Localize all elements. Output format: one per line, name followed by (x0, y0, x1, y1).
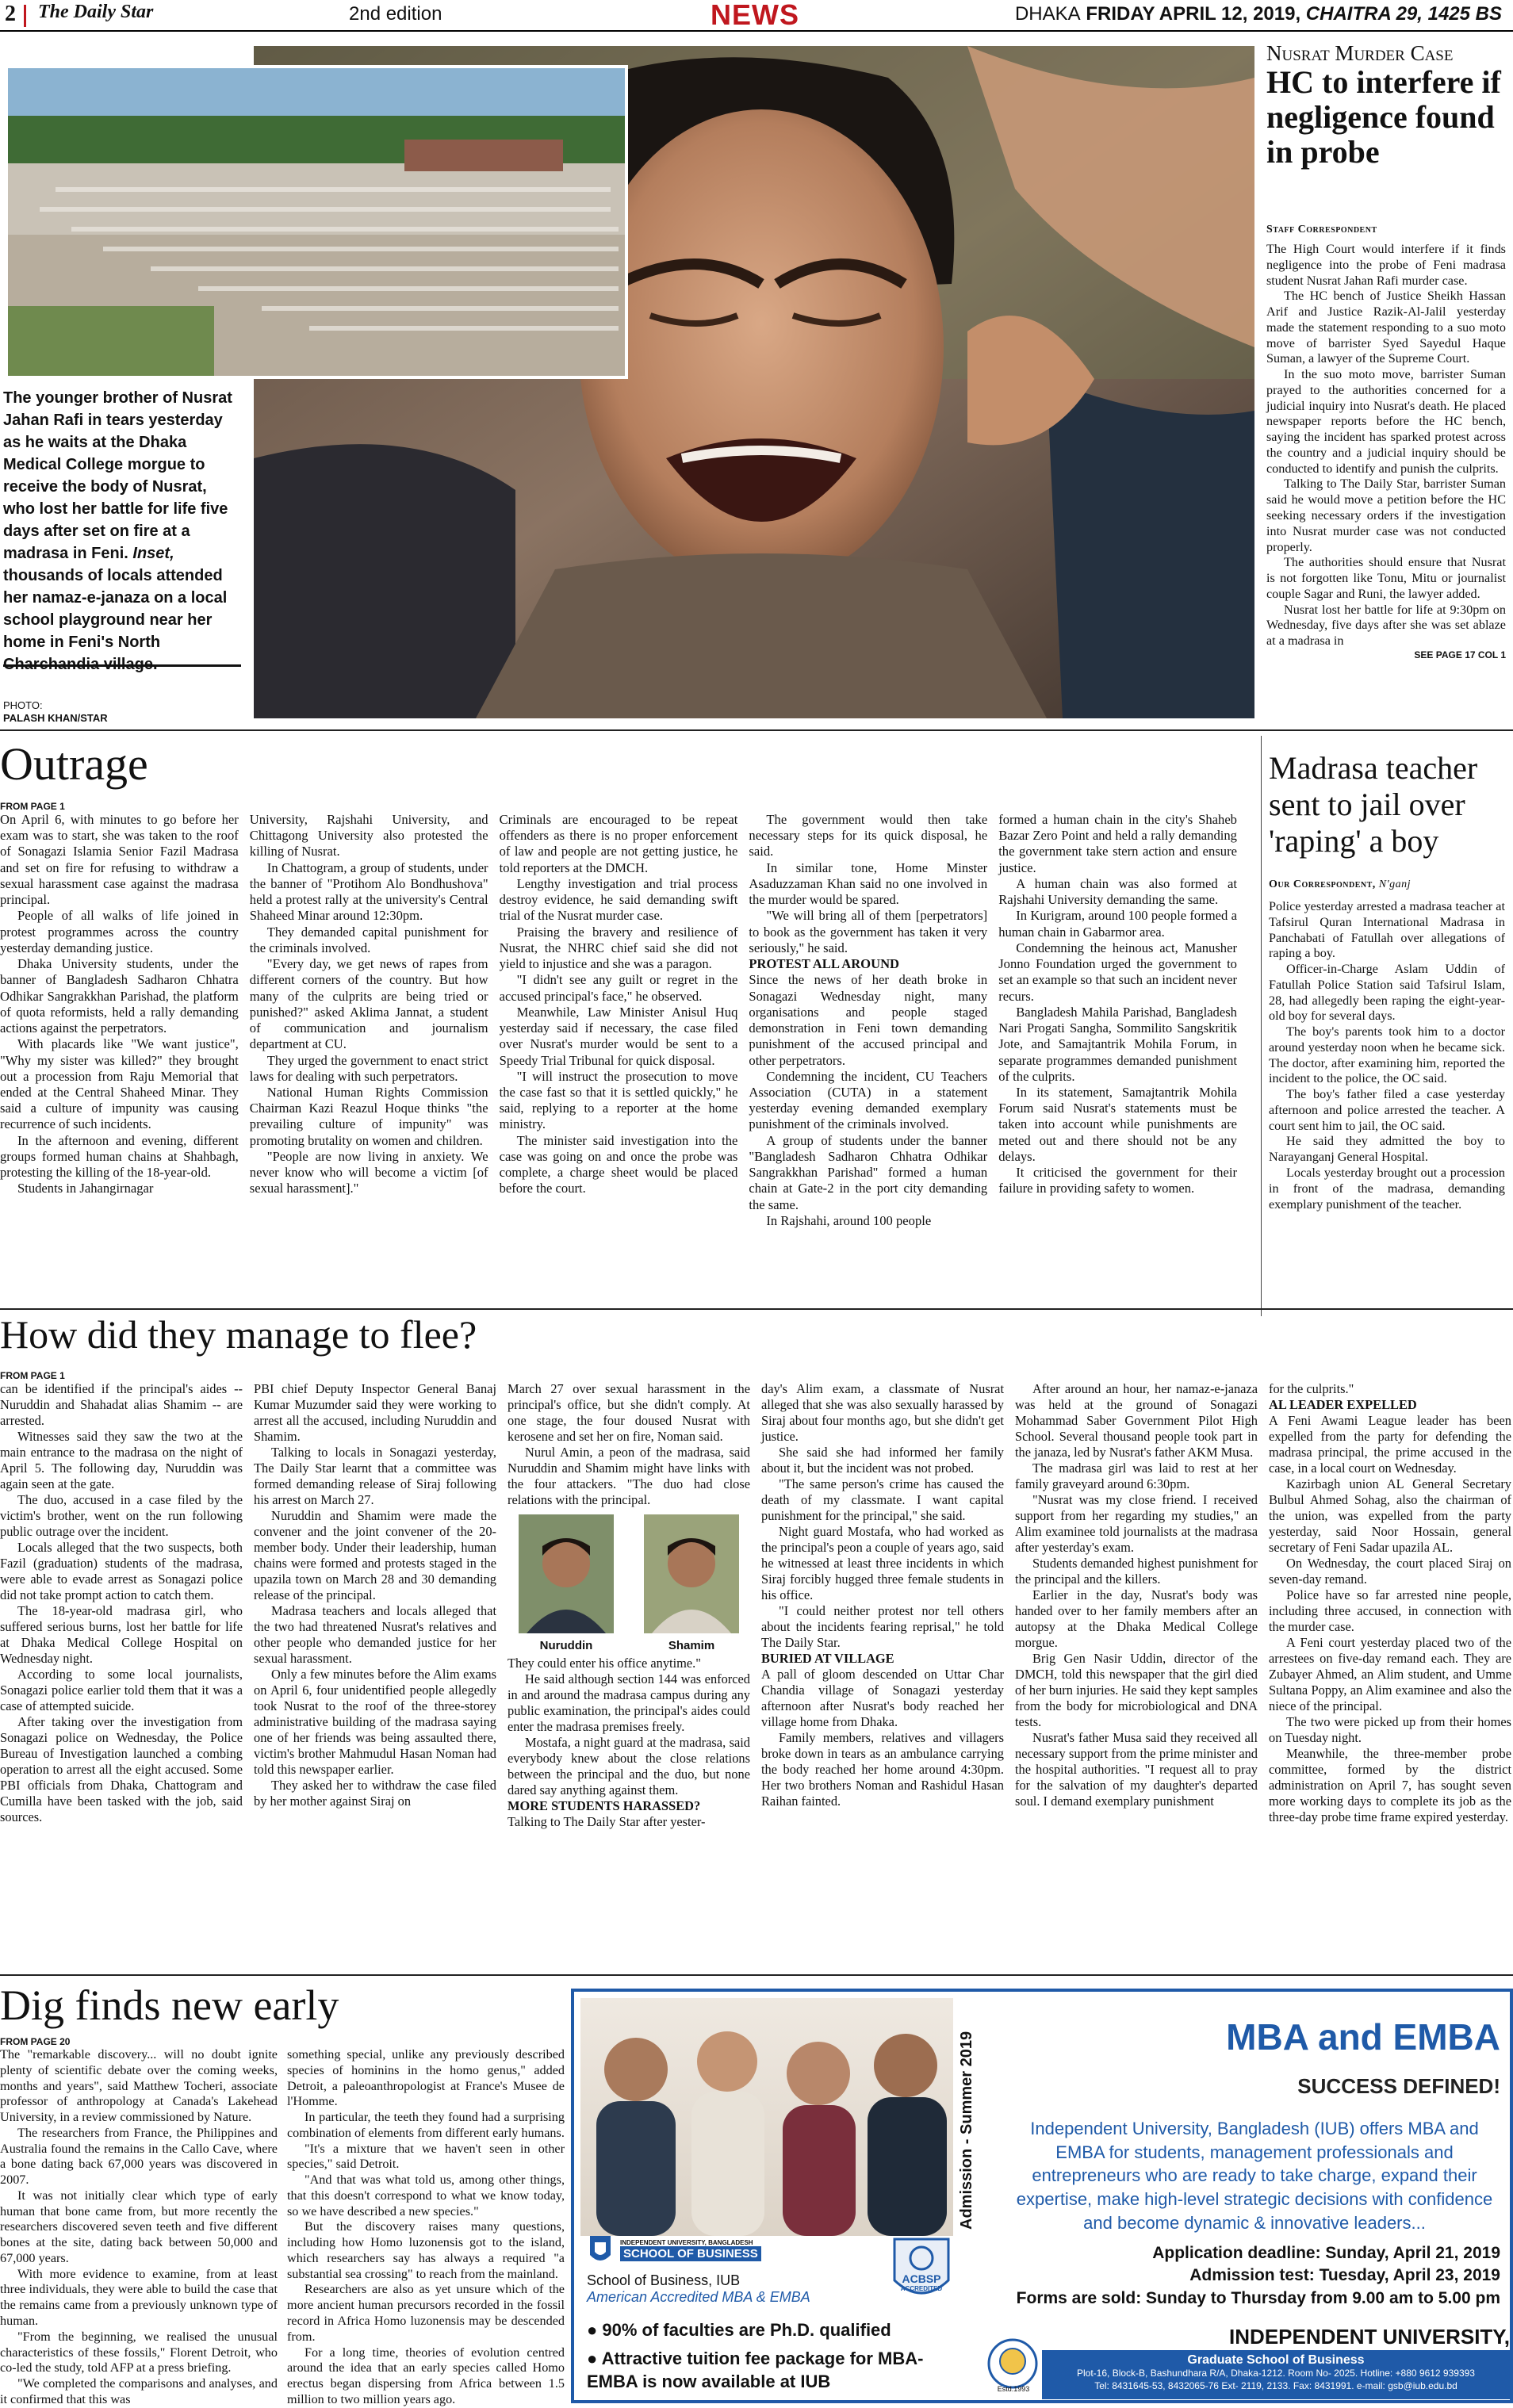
paragraph: "I didn't see any guilt or regret in the accused principal's face," he observed. (499, 972, 738, 1004)
madrasa-story-byline (1269, 879, 1411, 891)
outrage-body (0, 801, 1237, 1229)
ad-bullets (587, 2318, 967, 2398)
flee-headline[interactable]: How did they manage to flee? (0, 1312, 477, 1357)
paragraph: Officer-in-Charge Aslam Uddin of Fatullah Police Station said Tafsirul Islam, 28, had allegedly been raping the eight-year-old boy for several days. (1269, 962, 1505, 1024)
paragraph: PBI chief Deputy Inspector General Banaj Kumar Muzumder said they were working to arrest all the accused, including Nuruddin and Shamim. (254, 1381, 496, 1445)
paragraph: Earlier in the day, Nusrat's body was handed over to her family members after an autopsy at the Dhaka Medical College morgue. (1015, 1587, 1258, 1651)
hc-story-headline[interactable]: HC to interfere if negligence found in probe (1266, 64, 1501, 170)
paragraph: In its statement, Samajtantrik Mohila Forum said Nusrat's statements must be taken into account while punishments are meted out and there should not be any delays. (998, 1084, 1237, 1164)
paragraph: A group of students under the banner "Bangladesh Sadharon Chhatra Odhikar Sangrakkhan Parishad" formed a human chain at Gate-2 in the port city demanding the same. (749, 1132, 988, 1212)
hc-story-byline: Staff Correspondent (1266, 224, 1377, 235)
ad-panel (574, 1992, 1510, 2400)
paragraph: for the culprits." (1269, 1381, 1354, 1396)
paragraph: He said although section 144 was enforced in and around the madrasa campus during any public examination, the principal's aides could enter the madrasa premises freely. (508, 1671, 750, 1735)
dig-body (0, 2036, 571, 2408)
paragraph: Meanwhile, Law Minister Anisul Huq yesterday said if necessary, the case filed over Nusrat's murder would be sent to a Speedy Trial Tribunal for quick disposal. (499, 1004, 738, 1068)
dateline-date: FRIDAY APRIL 12, 2019, (1086, 3, 1301, 25)
paragraph: But the discovery raises many questions, including how Homo luzonensis got to the island, which researchers say has always a required "a substantial sea crossing" to reach from the mainland. (287, 2219, 565, 2281)
portrait (633, 1514, 750, 1652)
paragraph: Locals yesterday brought out a procession in front of the madrasa, demanding exemplary punishment of the teacher. (1269, 1166, 1505, 1212)
madrasa-byline-name: Our Correspondent, (1269, 879, 1376, 890)
paragraph: Talking to The Daily Star after yester- (508, 1814, 706, 1830)
paragraph: Condemning the incident, CU Teachers Association (CUTA) in a statement yesterday evening demanded exemplary punishment of the criminals involved. (749, 1068, 988, 1132)
paragraph: Witnesses said they saw the two at the main entrance to the madrasa on the night of April 5. The following day, Nuruddin was again seen at the gate. (0, 1429, 243, 1492)
dateline (1015, 3, 1502, 25)
paragraph: "We will bring all of them [perpetrators] to book as the government has taken it very seriously," he said. (749, 908, 988, 955)
paragraph: "And that was what told us, among other things, that this doesn't correspond to what we know today, so we have described a new species." (287, 2173, 565, 2218)
outrage-columns (0, 812, 1237, 1229)
masthead-divider (24, 5, 26, 27)
portrait-caption: Nuruddin (539, 1639, 593, 1653)
paragraph: In the afternoon and evening, different groups formed human chains at Shahbagh, protesting the killing of the 18-year-old. (0, 1132, 239, 1181)
portrait-caption: Shamim (668, 1639, 715, 1653)
paragraph: A Feni court yesterday placed two of the arrestees on five-day remand each. They are Zubayer Ahmed, an Alim student, and Umme Sultana Poppy, an Alim examinee and also the niece of the principal. (1269, 1635, 1511, 1714)
paragraph: The minister said investigation into the case was going on and once the probe was complete, a charge sheet would be placed before the court. (499, 1132, 738, 1196)
paragraph: "From the beginning, we realised the unusual characteristics of these fossils," Florent Detroit, who co-led the study, told AFP at a press briefing. (0, 2329, 278, 2375)
section-rule (0, 1974, 1513, 1976)
paragraph: The 18-year-old madrasa girl, who suffered serious burns, lost her battle for life at Dhaka Medical College Hospital on Wednesday night. (0, 1603, 243, 1667)
school-small-name: INDEPENDENT UNIVERSITY, BANGLADESH (620, 2239, 753, 2246)
paragraph: Students in Jahangirnagar (17, 1181, 154, 1196)
caption-rule (3, 664, 241, 667)
caption-text-a: The younger brother of Nusrat Jahan Rafi in tears yesterday as he waits at the Dhaka Medical College morgue to receive the body of Nusrat, who lost her battle for life five days after set on fire at a madrasa in Feni. (3, 389, 232, 562)
hc-story-body (1266, 242, 1506, 660)
paragraph: "Nusrat was my close friend. I received support from her regarding my studies," an Alim examinee told journalists at the madrasa after yesterday's exam. (1015, 1492, 1258, 1556)
paragraph: Since the news of her death broke in Sonagazi Wednesday night, many organisations and people staged demonstration in Feni town demanding punishment of the accused principal and other perpetrators. (749, 972, 988, 1068)
ad-school-block (587, 2234, 856, 2306)
paragraph: Meanwhile, the three-member probe committee, formed by the district administration on April 7, has sought seven more working days to complete its job as the three-day probe time frame expired yesterday. (1269, 1746, 1511, 1825)
inset-photo (5, 65, 628, 379)
university-seal-icon (986, 2337, 1039, 2390)
dateline-bangla: CHAITRA 29, 1425 BS (1305, 3, 1502, 25)
text-column (250, 812, 488, 1229)
paragraph: something special, unlike any previously described species of hominins in the homo genus," added Detroit, a paleoanthropologist at France's Musee de l'Homme. (287, 2047, 565, 2109)
paragraph: According to some local journalists, Sonagazi police earlier told them that it was a case of attempted suicide. (0, 1667, 243, 1714)
paragraph: University, Rajshahi University, and Chittagong University also protested the killing of Nusrat. (249, 812, 488, 859)
outrage-from-page: FROM PAGE 1 (0, 801, 65, 812)
paragraph: It criticised the government for their failure in providing safety to women. (998, 1165, 1237, 1196)
paragraph: In particular, the teeth they found had a surprising combination of elements from different early humans. (287, 2110, 565, 2140)
paragraph: Police yesterday arrested a madrasa teacher at Tafsirul Quran International Madrasa in Panchabati of Fatullah over allegations of raping a boy. (1269, 899, 1505, 961)
madrasa-byline-place: N'ganj (1378, 879, 1411, 890)
school-line-2: American Accredited MBA & EMBA (587, 2289, 810, 2305)
outrage-headline[interactable]: Outrage (0, 738, 148, 790)
edition-label: 2nd edition (349, 3, 442, 25)
paragraph: Night guard Mostafa, who had worked as the principal's peon a couple of years ago, said he witnessed at least three incidents in which Siraj forcibly hugged three female students in his office. (761, 1524, 1004, 1603)
paragraph: In the suo moto move, barrister Suman prayed to the authorities concerned for a judicial inquiry into Nusrat's death. He placed newspaper reports before the HC bench, saying the incident has sparked protest across the country and a judicial inquiry should be conducted to identify and punish the culprits. (1266, 367, 1506, 476)
page-number: 2 (5, 2, 16, 26)
dig-columns (0, 2047, 571, 2408)
paragraph: Family members, relatives and villagers broke down in tears as an ambulance carrying the body reached her home around 4:30pm. Her two brothers Noman and Rashidul Hasan Raihan fainted. (761, 1730, 1004, 1809)
paragraph: For a long time, theories of evolution centred around the idea that an early species called Homo erectus began dispersing from Africa between 1.5 million to two million years ago. (287, 2345, 565, 2406)
paragraph: Criminals are encouraged to be repeat offenders as there is no proper enforcement of law and people are not getting justice, he told reporters at the DMCH. (499, 812, 738, 875)
paragraph: With placards like "We want justice", "Why my sister was killed?" they brought out a procession from Raju Memorial that ended at the Central Shaheed Minar. They said a culture of impunity was causing recurrence of such incidents. (0, 1036, 239, 1132)
paragraph: The boy's father filed a case yesterday afternoon and police arrested the teacher. A court sent him to jail, the OC said. (1269, 1087, 1505, 1133)
ad-footer-line-1: Plot-16, Block-B, Bashundhara R/A, Dhaka-1212. Room No- 2025. Hotline: +880 9612 939393 (1077, 2368, 1475, 2379)
hc-story-paragraphs (1266, 242, 1506, 649)
hc-story-kicker: Nusrat Murder Case (1266, 41, 1454, 65)
text-column (749, 812, 987, 1229)
paragraph: They asked her to withdraw the case filed by her mother against Siraj on (254, 1778, 496, 1809)
caption-text-b: thousands of locals attended her namaz-e-janaza on a local school playground near her home in Feni's North (3, 567, 228, 651)
iub-seal (986, 2337, 1039, 2393)
paragraph: The madrasa girl was laid to rest at her family graveyard around 6:30pm. (1015, 1460, 1258, 1492)
section-rule (0, 729, 1513, 731)
paragraph: The duo, accused in a case filed by the victim's brother, went on the run following public outrage over the incident. (0, 1492, 243, 1540)
text-column (287, 2047, 565, 2408)
madrasa-story-body (1269, 899, 1505, 1212)
paragraph: The High Court would interfere if it finds negligence into the probe of Feni madrasa student Nusrat Jahan Rafi murder case. (1266, 242, 1506, 288)
paper-name: The Daily Star (38, 2, 154, 22)
paragraph: Praising the bravery and resilience of Nusrat, the NHRC chief said she did not yield to injustice and she was a paragon. (499, 924, 738, 972)
ad-bullet-1: 90% of faculties are Ph.D. qualified (602, 2320, 891, 2340)
ad-university: INDEPENDENT UNIVERSITY, (1229, 2325, 1510, 2349)
paragraph: The government would then take necessary steps for its quick disposal, he said. (749, 812, 988, 859)
paragraph: On April 6, with minutes to go before her exam was to start, she was taken to the roof of Sonagazi Islamia Senior Fazil Madrasa and set on fire for refusing to withdraw a sexual harassment case against the madrasa principal. (0, 812, 239, 908)
paragraph: Nusrat lost her battle for life at 9:30pm on Wednesday, five days after she was set ablaze at a madrasa in (1266, 602, 1506, 649)
paragraph: The HC bench of Justice Sheikh Hassan Arif and Justice Razik-Al-Jalil yesterday made the statement responding to a suo moto move of barrister Syed Sayedul Haque Suman, a lawyer of the Supreme Court. (1266, 289, 1506, 366)
paragraph: Lengthy investigation and trial process destroy evidence, he said demanding swift trial of the Nusrat murder case. (499, 875, 738, 924)
paragraph: MORE STUDENTS HARASSED? (508, 1798, 701, 1814)
paragraph: They urged the government to enact strict laws for dealing with such perpetrators. (249, 1052, 488, 1084)
madrasa-story-headline[interactable]: Madrasa teacher sent to jail over 'raping' a boy (1269, 750, 1478, 859)
flee-from-page: FROM PAGE 1 (0, 1370, 65, 1381)
dig-from-page: FROM PAGE 20 (0, 2036, 71, 2047)
paragraph: day's Alim exam, a classmate of Nusrat alleged that she was also sexually harassed by Siraj about four months ago, but she didn't get justice. (761, 1381, 1004, 1445)
masthead (0, 0, 1513, 32)
paragraph: After around an hour, her namaz-e-janaza was held at the ground of Sonagazi Mohammad Saber Government Pilot High School. Several thousand people took part in the janaza, led by Nusrat's father AKM Musa. (1015, 1381, 1258, 1460)
text-column (500, 812, 738, 1229)
ad-bullet-2: Attractive tuition fee package for MBA-EMBA is now available at IUB (587, 2348, 924, 2392)
ad-dates (1009, 2242, 1500, 2310)
paragraph: PROTEST ALL AROUND (749, 956, 900, 972)
paragraph: In Kurigram, around 100 people formed a human chain in Gabarmor area. (998, 908, 1237, 940)
section-name: NEWS (711, 0, 799, 31)
paragraph: Police have so far arrested nine people, including three accused, in connection with the murder case. (1269, 1587, 1511, 1635)
paragraph: AL LEADER EXPELLED (1269, 1397, 1417, 1413)
hc-see-page[interactable]: SEE PAGE 17 COL 1 (1414, 649, 1506, 660)
ad-admission-text: Admission - Summer 2019 (958, 2031, 975, 2230)
acbsp-sub: ACCREDITED (900, 2285, 943, 2292)
photo-credit-name: PALASH KHAN/STAR (3, 712, 108, 724)
photo-caption (3, 387, 241, 676)
paragraph: "People are now living in anxiety. We never know who will become a victim [of sexual harassment]." (249, 1148, 488, 1196)
paragraph: With more evidence to examine, from at least three individuals, they were able to build the case that the remains came from a previously unknown type of human. (0, 2266, 278, 2329)
paragraph: The researchers from France, the Philippines and Australia found the remains in the Callo Cave, where a bone dating back 67,000 years was discovered in 2007. (0, 2125, 278, 2188)
acbsp-shield-icon (890, 2236, 953, 2307)
paragraph: A Feni Awami League leader has been expelled from the party for defending the madrasa principal, the prime accused in the case, in a local court on Wednesday. (1269, 1413, 1511, 1476)
ad-admission-label (958, 2023, 982, 2230)
ad-description: Independent University, Bangladesh (IUB) offers MBA and EMBA for students, management professionals and entrepreneurs who are ready to take charge, expand their expertise, make high-level strategic decisions with confidence and become dynamic & innovative leaders... (1016, 2119, 1493, 2233)
paragraph: Condemning the heinous act, Manusher Jonno Foundation urged the government to set an example so that such an incident never recurs. (998, 940, 1237, 1004)
text-column (0, 812, 239, 1229)
text-column (1015, 1381, 1258, 1830)
text-column (761, 1381, 1004, 1830)
paragraph: She said she had informed her family about it, but the incident was not probed. (761, 1445, 1004, 1476)
paragraph: The "remarkable discovery... will no doubt ignite plenty of scientific debate over the coming weeks, months and years", said Matthew Tocheri, associate professor of anthropology at Canada's Lakehead University, in a review commissioned by Nature. (0, 2047, 278, 2125)
paragraph: Nuruddin and Shamim were made the convener and the joint convener of the 20-member body. Under their leadership, human chains were formed and protests staged in the upazila town on March 28 and 30 demanding release of the principal. (254, 1508, 496, 1603)
ad-footer-title: Graduate School of Business (1187, 2353, 1365, 2367)
paragraph: "It's a mixture that we haven't seen in other species," said Detroit. (287, 2141, 565, 2172)
photo-credit-label: PHOTO: (3, 699, 43, 711)
text-column (0, 1381, 243, 1830)
ad-people-photo (580, 1998, 953, 2236)
paragraph: Researchers are also as yet unsure which of the more ancient human precursors recorded in the fossil record in Africa Homo luzonensis may be descended from. (287, 2282, 565, 2344)
paragraph: "I could neither protest nor tell others about the incidents fearing reprisal," he told The Daily Star. (761, 1603, 1004, 1651)
text-column (254, 1381, 496, 1830)
iub-advertisement[interactable] (571, 1989, 1513, 2403)
portrait-photo (508, 1514, 625, 1633)
paragraph: "I will instruct the prosecution to move the case fast so that it is settled quickly," he said, replying to a reporter at the home ministry. (499, 1068, 738, 1132)
paragraph: Bangladesh Mahila Parishad, Bangladesh Nari Progati Sangha, Sommilito Sangskritik Jote, and Samajtantrik Mohila Forum, in separate programmes demanded punishment of the culprits. (998, 1004, 1237, 1084)
students-photo (580, 1998, 953, 2236)
caption-inset-word: Inset, (132, 545, 174, 562)
paragraph: They could enter his office anytime." (508, 1656, 701, 1671)
ad-deadline: Application deadline: Sunday, April 21, 2019 (1152, 2244, 1500, 2262)
paragraph: Madrasa teachers and locals alleged that the two had threatened Nusrat's relatives and other people who demanded justice for her sexual harassment. (254, 1603, 496, 1667)
paragraph: Locals alleged that the two suspects, both Fazil (graduation) students of the madrasa, were able to evade arrest as Sonagazi police did not take prompt action to catch them. (0, 1540, 243, 1603)
paragraph: The boy's parents took him to a doctor around yesterday noon when he became sick. The doctor, after examining him, reported the incident to the police, the OC said. (1269, 1024, 1505, 1086)
portrait (508, 1514, 625, 1652)
text-column (508, 1381, 750, 1830)
ad-tagline: SUCCESS DEFINED! (1297, 2074, 1500, 2098)
paragraph: "The same person's crime has caused the death of my classmate. I want capital punishment for the principal," she said. (761, 1476, 1004, 1524)
paragraph: Mostafa, a night guard at the madrasa, said everybody knew about the close relations between the principal and the duo, but none dared say anything against them. (508, 1735, 750, 1798)
flee-body (0, 1370, 1513, 1830)
school-logo (587, 2234, 856, 2266)
ad-footer-line-2: Tel: 8431645-53, 8432065-76 Ext- 2119, 2133. Fax: 8431991. e-mail: gsb@iub.edu.bd (1094, 2379, 1457, 2391)
paragraph: "Every day, we get news of rapes from different corners of the country. But how many of the culprits are being tried or punished?" asked Aklima Jannat, a student of communication and journalism department at CU. (249, 956, 488, 1052)
text-column (0, 2047, 278, 2408)
ad-admission-test: Admission test: Tuesday, April 23, 2019 (1189, 2266, 1500, 2285)
paragraph: Talking to locals in Sonagazi yesterday, The Daily Star learnt that a committee was formed demanding release of Siraj following his arrest on March 27. (254, 1445, 496, 1508)
portrait-photo (633, 1514, 750, 1633)
paragraph: formed a human chain in the city's Shaheb Bazar Zero Point and held a rally demanding the government take stern action and ensure justice. (998, 812, 1237, 875)
flee-columns (0, 1381, 1513, 1830)
accused-photos (508, 1514, 750, 1652)
dig-headline[interactable]: Dig finds new early (0, 1981, 339, 2029)
text-column (1269, 1381, 1511, 1830)
section-rule (0, 1308, 1513, 1310)
text-column (998, 812, 1237, 1229)
paragraph: Talking to The Daily Star, barrister Suman said he would move a petition before the HC seeking necessary orders if the investigation into Nusrat murder case was not conducted properly. (1266, 477, 1506, 554)
paragraph: After taking over the investigation from Sonagazi police on Wednesday, the Police Bureau of Investigation launched a combing operation to arrest all the eight accused. Some PBI officials from Dhaka, Chattogram and Cumilla have been tasked with the job, said sources. (0, 1714, 243, 1825)
paragraph: Dhaka University students, under the banner of Bangladesh Sadharon Chhatra Odhikar Sangrakkhan Parishad, the platform of quota reformists, held a rally demanding actions against the perpetrators. (0, 956, 239, 1036)
paragraph: Brig Gen Nasir Uddin, director of the DMCH, told this newspaper that the girl died of her burn injuries. He said they kept samples from the body for microbiological and DNA tests. (1015, 1651, 1258, 1730)
paragraph: The authorities should ensure that Nusrat is not forgotten like Tonu, Mitu or journalist couple Sagar and Runi, the lawyer added. (1266, 555, 1506, 601)
paragraph: Nurul Amin, a peon of the madrasa, said Nuruddin and Shamim might have links with the four attackers. "The duo had close relations with the principal. (508, 1445, 750, 1508)
paragraph: On Wednesday, the court placed Siraj on seven-day remand. (1269, 1556, 1511, 1587)
paragraph: In Chattogram, a group of students, under the banner of "Protihom Alo Bondhushova" held a protest rally at the university's Central Shaheed Minar around 12:30pm. (249, 859, 488, 924)
paragraph: BURIED AT VILLAGE (761, 1651, 894, 1667)
paragraph: People of all walks of life joined in protest programmes across the country yesterday demanding justice. (0, 908, 239, 955)
paragraph: A human chain was also formed at Rajshahi University demanding the same. (998, 875, 1237, 908)
seal-year: Estd.1993 (997, 2385, 1030, 2393)
ad-bullet-item: ● Attractive tuition fee package for MBA-EMBA is now available at IUB (587, 2348, 924, 2392)
acbsp-badge (890, 2236, 953, 2307)
paragraph: Kazirbagh union AL General Secretary Bulbul Ahmed Sohag, also the chairman of the union, was expelled from the party yesterday, said Noor Hossain, general secretary of Feni Sadar upazila AL. (1269, 1476, 1511, 1556)
ad-title: MBA and EMBA (1226, 2016, 1500, 2058)
paragraph: It was not initially clear which type of early human that bone came from, but more recently the researchers discovered seven teeth and five different bones at the site, dating back between 50,000 and 67,000 years. (0, 2188, 278, 2265)
school-logo-text: SCHOOL OF BUSINESS (620, 2246, 761, 2261)
ad-forms: Forms are sold: Sunday to Thursday from 9.00 am to 5.00 pm (1016, 2288, 1500, 2307)
paragraph: The two were picked up from their homes on Tuesday night. (1269, 1714, 1511, 1746)
ad-footer (1042, 2350, 1510, 2399)
paragraph: "We completed the comparisons and analyses, and it confirmed that this was (0, 2376, 278, 2406)
paragraph: A pall of gloom descended on Uttar Char Chandia village of Sonagazi yesterday afternoon after Nusrat's body reached her village home from Dhaka. (761, 1667, 1004, 1730)
paragraph: National Human Rights Commission Chairman Kazi Reazul Hoque thinks "the prevailing culture of impunity" was promoting brutality on women and children. (249, 1084, 488, 1148)
paragraph: March 27 over sexual harassment in the principal's office, but she didn't comply. At one stage, the four doused Nusrat with kerosene and set her on fire, Noman said. (508, 1381, 750, 1445)
paragraph: can be identified if the principal's aides -- Nuruddin and Shahadat alias Shamim -- are arrested. (0, 1381, 243, 1429)
ad-bullet-item: ● 90% of faculties are Ph.D. qualified (587, 2320, 891, 2340)
dateline-place: DHAKA (1014, 3, 1081, 25)
paragraph: Nusrat's father Musa said they received all necessary support from the prime minister and the hospital authorities. "I request all to pray for the salvation of my daughter's departed soul. I demand exemplary punishment (1015, 1730, 1258, 1809)
paragraph: In Rajshahi, around 100 people (766, 1212, 932, 1228)
school-line-1: School of Business, IUB (587, 2272, 741, 2288)
paragraph: He said they admitted the boy to Narayanganj General Hospital. (1269, 1134, 1505, 1165)
paragraph: Only a few minutes before the Alim exams on April 6, four unidentified people allegedly took Nusrat to the roof of the three-storey administrative building of the madrasa saying one of her friends was being assaulted there, victim's brother Mahmudul Hasan Noman had told this newspaper earlier. (254, 1667, 496, 1778)
paragraph: They demanded capital punishment for the criminals involved. (249, 924, 488, 955)
school-crest-icon (587, 2234, 614, 2266)
janaza-crowd-photo (8, 68, 625, 376)
acbsp-text: ACBSP (902, 2272, 941, 2285)
paragraph: Students demanded highest punishment for the principal and the killers. (1015, 1556, 1258, 1587)
paragraph: In similar tone, Home Minster Asaduzzaman Khan said no one involved in the murder would be spared. (749, 859, 988, 908)
